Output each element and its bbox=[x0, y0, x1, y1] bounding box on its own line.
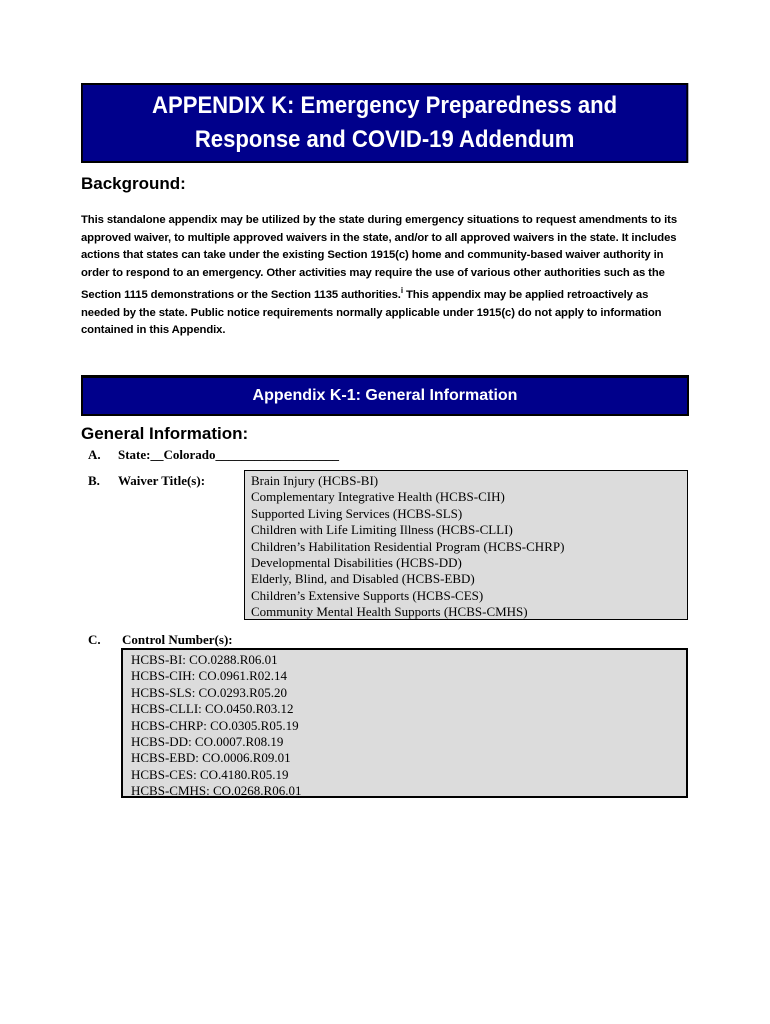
background-paragraph bbox=[81, 212, 681, 340]
title-line-2: Response and COVID-19 Addendum bbox=[194, 126, 575, 153]
control-number-item: HCBS-BI: CO.0288.R06.01 bbox=[131, 652, 278, 667]
section-banner: Appendix K-1: General Information bbox=[81, 375, 689, 416]
control-numbers-label: Control Number(s): bbox=[122, 632, 233, 647]
control-number-item: HCBS-SLS: CO.0293.R05.20 bbox=[131, 684, 288, 700]
control-number-item: HCBS-CIH: CO.0961.R02.14 bbox=[131, 668, 288, 684]
title-line-1: APPENDIX K: Emergency Preparedness and bbox=[152, 92, 618, 119]
waiver-title-item: Complementary Integrative Health (HCBS-CIH) bbox=[251, 489, 505, 505]
state-field: State:__Colorado___________________ bbox=[118, 447, 339, 462]
background-text-tail: This appendix may be applied retroactively as needed by the state. Public notice requirements normally applicable under 1915(c) do not apply to information contained in this Appendix. bbox=[81, 289, 662, 337]
item-b-letter: B. bbox=[88, 473, 100, 488]
waiver-title-item: Children’s Habilitation Residential Program (HCBS-CHRP) bbox=[251, 538, 565, 554]
waiver-title-item: Children’s Extensive Supports (HCBS-CES) bbox=[251, 587, 484, 603]
waiver-title-item: Brain Injury (HCBS-BI) bbox=[251, 473, 379, 488]
waiver-title-label: Waiver Title(s): bbox=[118, 473, 206, 488]
control-number-item: HCBS-CMHS: CO.0268.R06.01 bbox=[131, 783, 302, 799]
control-number-item: HCBS-DD: CO.0007.R08.19 bbox=[131, 733, 284, 749]
waiver-titles-box bbox=[244, 470, 688, 620]
background-heading: Background: bbox=[81, 174, 186, 193]
footnote-marker: i bbox=[400, 286, 403, 296]
general-information-heading: General Information: bbox=[81, 424, 249, 443]
appendix-title-banner bbox=[81, 83, 688, 163]
waiver-title-item: Supported Living Services (HCBS-SLS) bbox=[251, 505, 463, 521]
control-number-item: HCBS-CES: CO.4180.R05.19 bbox=[131, 766, 289, 782]
waiver-title-item: Community Mental Health Supports (HCBS-CMHS) bbox=[251, 604, 528, 620]
waiver-title-item: Developmental Disabilities (HCBS-DD) bbox=[251, 554, 462, 570]
item-a-letter: A. bbox=[88, 447, 101, 462]
waiver-title-item: Children with Life Limiting Illness (HCBS-CLLI) bbox=[251, 522, 513, 538]
item-c-letter: C. bbox=[88, 632, 101, 647]
background-text: This standalone appendix may be utilized by the state during emergency situations to request amendments to its approved waiver, to multiple approved waivers in the state, and/or to all approved waivers in the state. It includes actions that states can take under the existing Section 1915(c) home and community-based waiver authority in order to respond to an emergency. Other activities may require the use of various other authorities such as the Section 1115 demonstrations or the Section 1135 authorities. bbox=[81, 214, 678, 302]
control-number-item: HCBS-CHRP: CO.0305.R05.19 bbox=[131, 717, 299, 733]
control-number-item: HCBS-EBD: CO.0006.R09.01 bbox=[131, 750, 291, 766]
waiver-title-item: Elderly, Blind, and Disabled (HCBS-EBD) bbox=[251, 571, 475, 587]
control-numbers-box bbox=[121, 648, 688, 798]
control-number-item: HCBS-CLLI: CO.0450.R03.12 bbox=[131, 701, 294, 717]
